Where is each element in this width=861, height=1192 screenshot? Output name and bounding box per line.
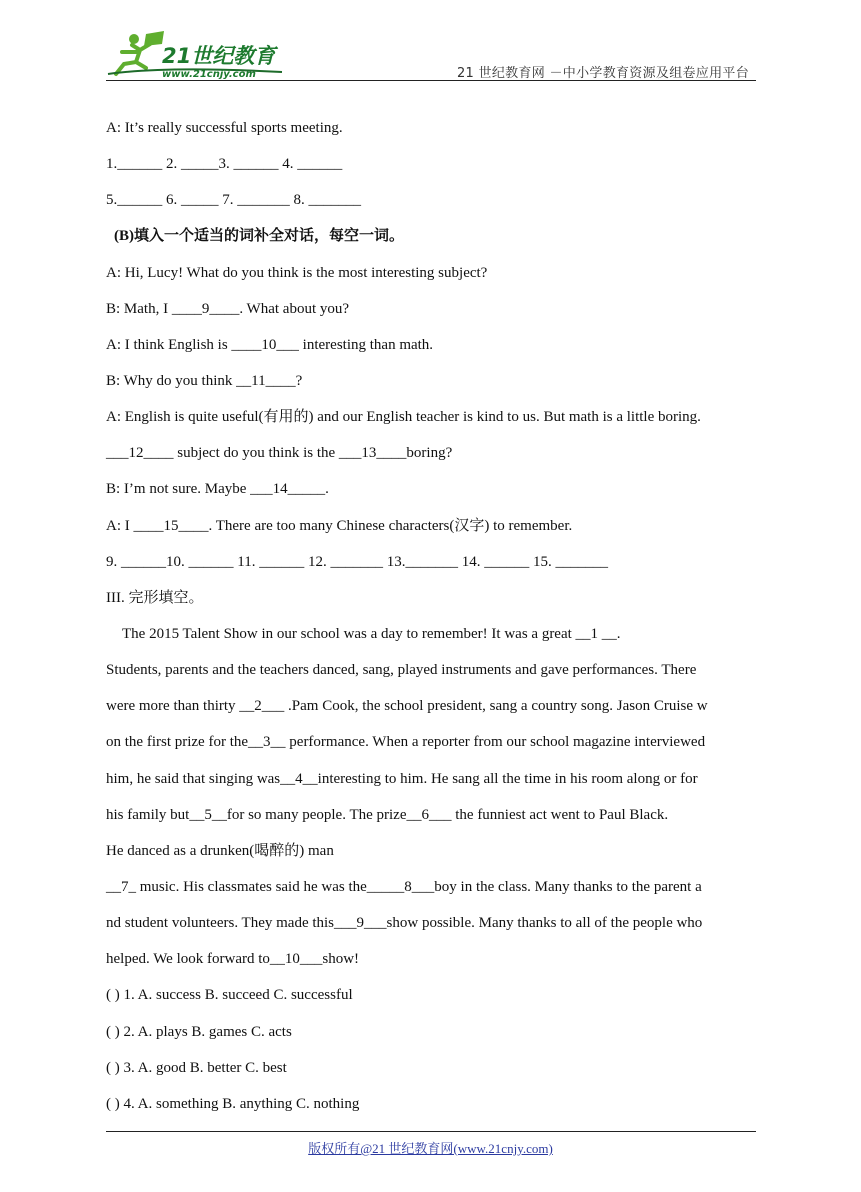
passage-line: Students, parents and the teachers danced, sang, played instruments and gave performances. There (106, 662, 697, 679)
worksheet-body (106, 110, 758, 1122)
page-header (0, 0, 861, 92)
section-b-heading: (B)填入一个适当的词补全对话，每空一词。 (114, 228, 404, 245)
choice-question: ( ) 2. A. plays B. games C. acts (106, 1023, 292, 1040)
logo-runner-icon (116, 44, 150, 74)
logo-url: www.21cnjy.com (162, 69, 256, 80)
dialogue-line: A: It’s really successful sports meeting. (106, 120, 343, 136)
header-divider (106, 80, 756, 81)
footer-divider (106, 1131, 756, 1132)
site-logo (106, 30, 286, 82)
dialogue-line: A: Hi, Lucy! What do you think is the most interesting subject? (106, 264, 488, 281)
dialogue-line: A: I ____15____. There are too many Chinese characters(汉字) to remember. (106, 517, 573, 534)
choice-question: ( ) 3. A. good B. better C. best (106, 1059, 287, 1076)
answer-blanks-row: 9. ______10. ______ 11. ______ 12. _______ 13._______ 14. ______ 15. _______ (106, 553, 608, 570)
footer-copyright-link[interactable]: 版权所有@21 世纪教育网(www.21cnjy.com) (308, 1141, 553, 1156)
section-iii-heading: III. 完形填空。 (106, 589, 204, 606)
choice-question: ( ) 4. A. something B. anything C. nothing (106, 1095, 360, 1112)
passage-line: him, he said that singing was__4__interesting to him. He sang all the time in his room along or for (106, 770, 698, 787)
dialogue-line: B: I’m not sure. Maybe ___14_____. (106, 481, 329, 498)
passage-line: were more than thirty __2___ .Pam Cook, the school president, sang a country song. Jason Cruise w (106, 698, 708, 715)
passage-line: nd student volunteers. They made this___9___show possible. Many thanks to all of the people who (106, 915, 703, 932)
dialogue-line: B: Math, I ____9____. What about you? (106, 300, 350, 317)
passage-line: The 2015 Talent Show in our school was a day to remember! It was a great __1 __. (122, 625, 621, 642)
logo-title: 21世纪教育 (162, 44, 276, 68)
dialogue-line: A: I think English is ____10___ interesting than math. (106, 336, 434, 353)
passage-line: his family but__5__for so many people. The prize__6___ the funniest act went to Paul Black. (106, 806, 669, 823)
passage-line: on the first prize for the__3__ performance. When a reporter from our school magazine interviewed (106, 734, 706, 751)
dialogue-line: ___12____ subject do you think is the ___13____boring? (106, 445, 453, 462)
passage-line: He danced as a drunken(喝醉的) man (106, 842, 334, 859)
choice-question: ( ) 1. A. success B. succeed C. successful (106, 987, 353, 1004)
dialogue-line: B: Why do you think __11____? (106, 372, 303, 389)
header-tagline: 21 世纪教育网 －中小学教育资源及组卷应用平台 (456, 66, 749, 81)
passage-line: __7_ music. His classmates said he was the_____8___boy in the class. Many thanks to the parent a (106, 878, 702, 895)
answer-blanks-row: 1.______ 2. _____3. ______ 4. ______ (106, 156, 343, 173)
dialogue-line: A: English is quite useful(有用的) and our English teacher is kind to us. But math is a little boring. (106, 409, 701, 426)
answer-blanks-row: 5.______ 6. _____ 7. _______ 8. _______ (106, 192, 361, 209)
logo-runner-head-icon (129, 34, 139, 44)
passage-line: helped. We look forward to__10___show! (106, 951, 360, 968)
